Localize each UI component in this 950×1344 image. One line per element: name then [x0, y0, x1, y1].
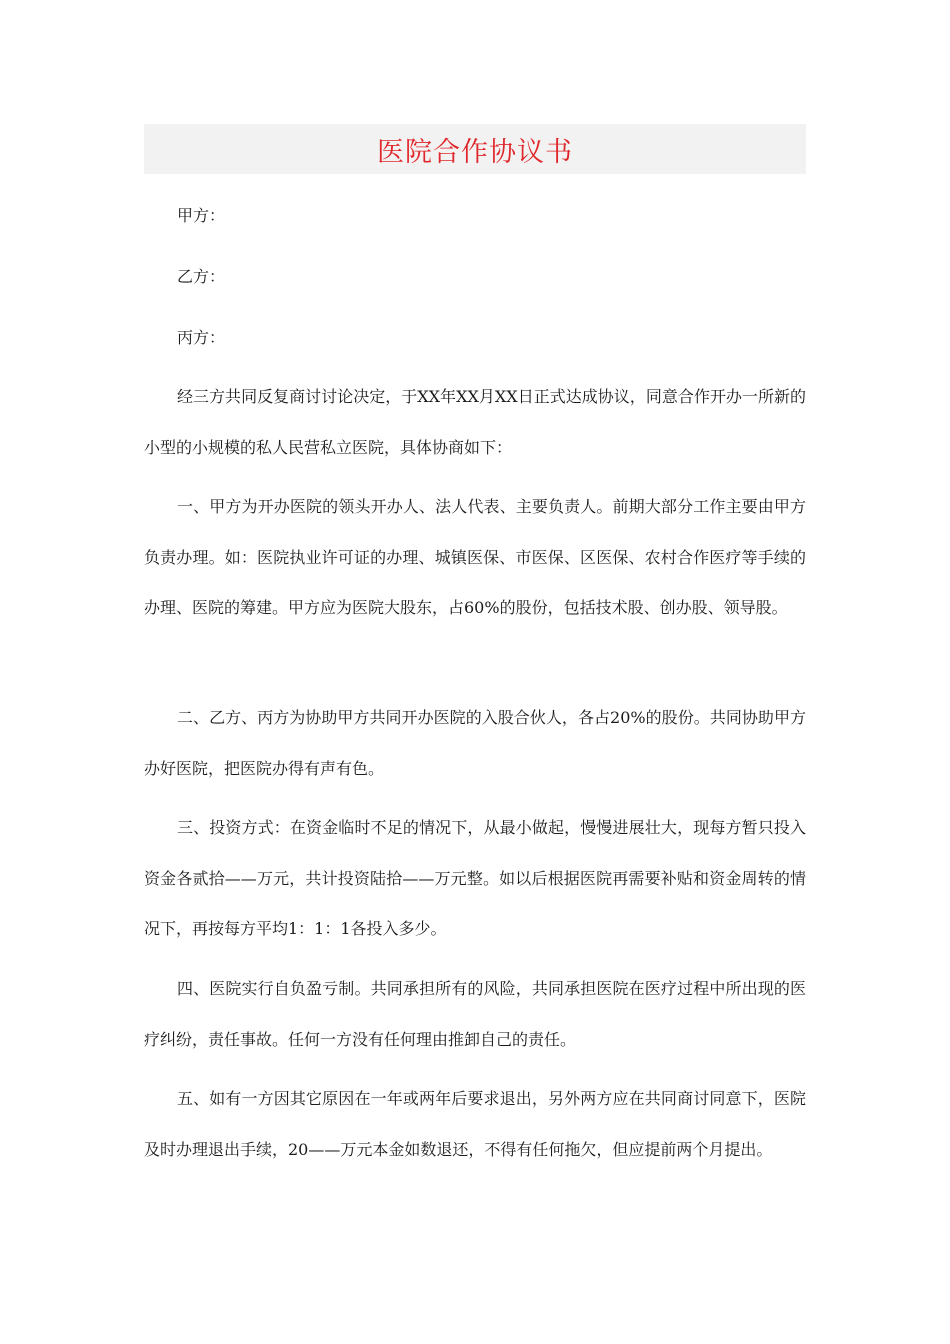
- party-c-label: 丙方：: [177, 328, 226, 347]
- clause-4-paragraph: 四、医院实行自负盈亏制。共同承担所有的风险，共同承担医院在医疗过程中所出现的医疗纠纷，责任事故。任何一方没有任何理由推卸自己的责任。: [144, 979, 806, 1049]
- intro-paragraph: 经三方共同反复商讨讨论决定，于XX年XX月XX日正式达成协议，同意合作开办一所新的小型的小规模的私人民营私立医院，具体协商如下：: [144, 387, 806, 457]
- clause-3-paragraph: 三、投资方式：在资金临时不足的情况下，从最小做起，慢慢进展壮大，现每方暂只投入资金各贰拾——万元，共计投资陆拾——万元整。如以后根据医院再需要补贴和资金周转的情况下，再按每方平均1：1：1各投入多少。: [144, 818, 806, 939]
- document-title: 医院合作协议书: [377, 136, 573, 168]
- party-a-label: 甲方：: [177, 206, 226, 225]
- clause-5-paragraph: 五、如有一方因其它原因在一年或两年后要求退出，另外两方应在共同商讨同意下，医院及时办理退出手续，20——万元本金如数退还，不得有任何拖欠，但应提前两个月提出。: [144, 1089, 806, 1159]
- party-b-label: 乙方：: [177, 267, 226, 286]
- clause-1-paragraph: 一、甲方为开办医院的领头开办人、法人代表、主要负责人。前期大部分工作主要由甲方负责办理。如：医院执业许可证的办理、城镇医保、市医保、区医保、农村合作医疗等手续的办理、医院的筹建。甲方应为医院大股东，占60%的股份，包括技术股、创办股、领导股。: [144, 497, 806, 618]
- title-banner: [144, 124, 806, 174]
- clause-2-paragraph: 二、乙方、丙方为协助甲方共同开办医院的入股合伙人，各占20%的股份。共同协助甲方办好医院，把医院办得有声有色。: [144, 708, 806, 778]
